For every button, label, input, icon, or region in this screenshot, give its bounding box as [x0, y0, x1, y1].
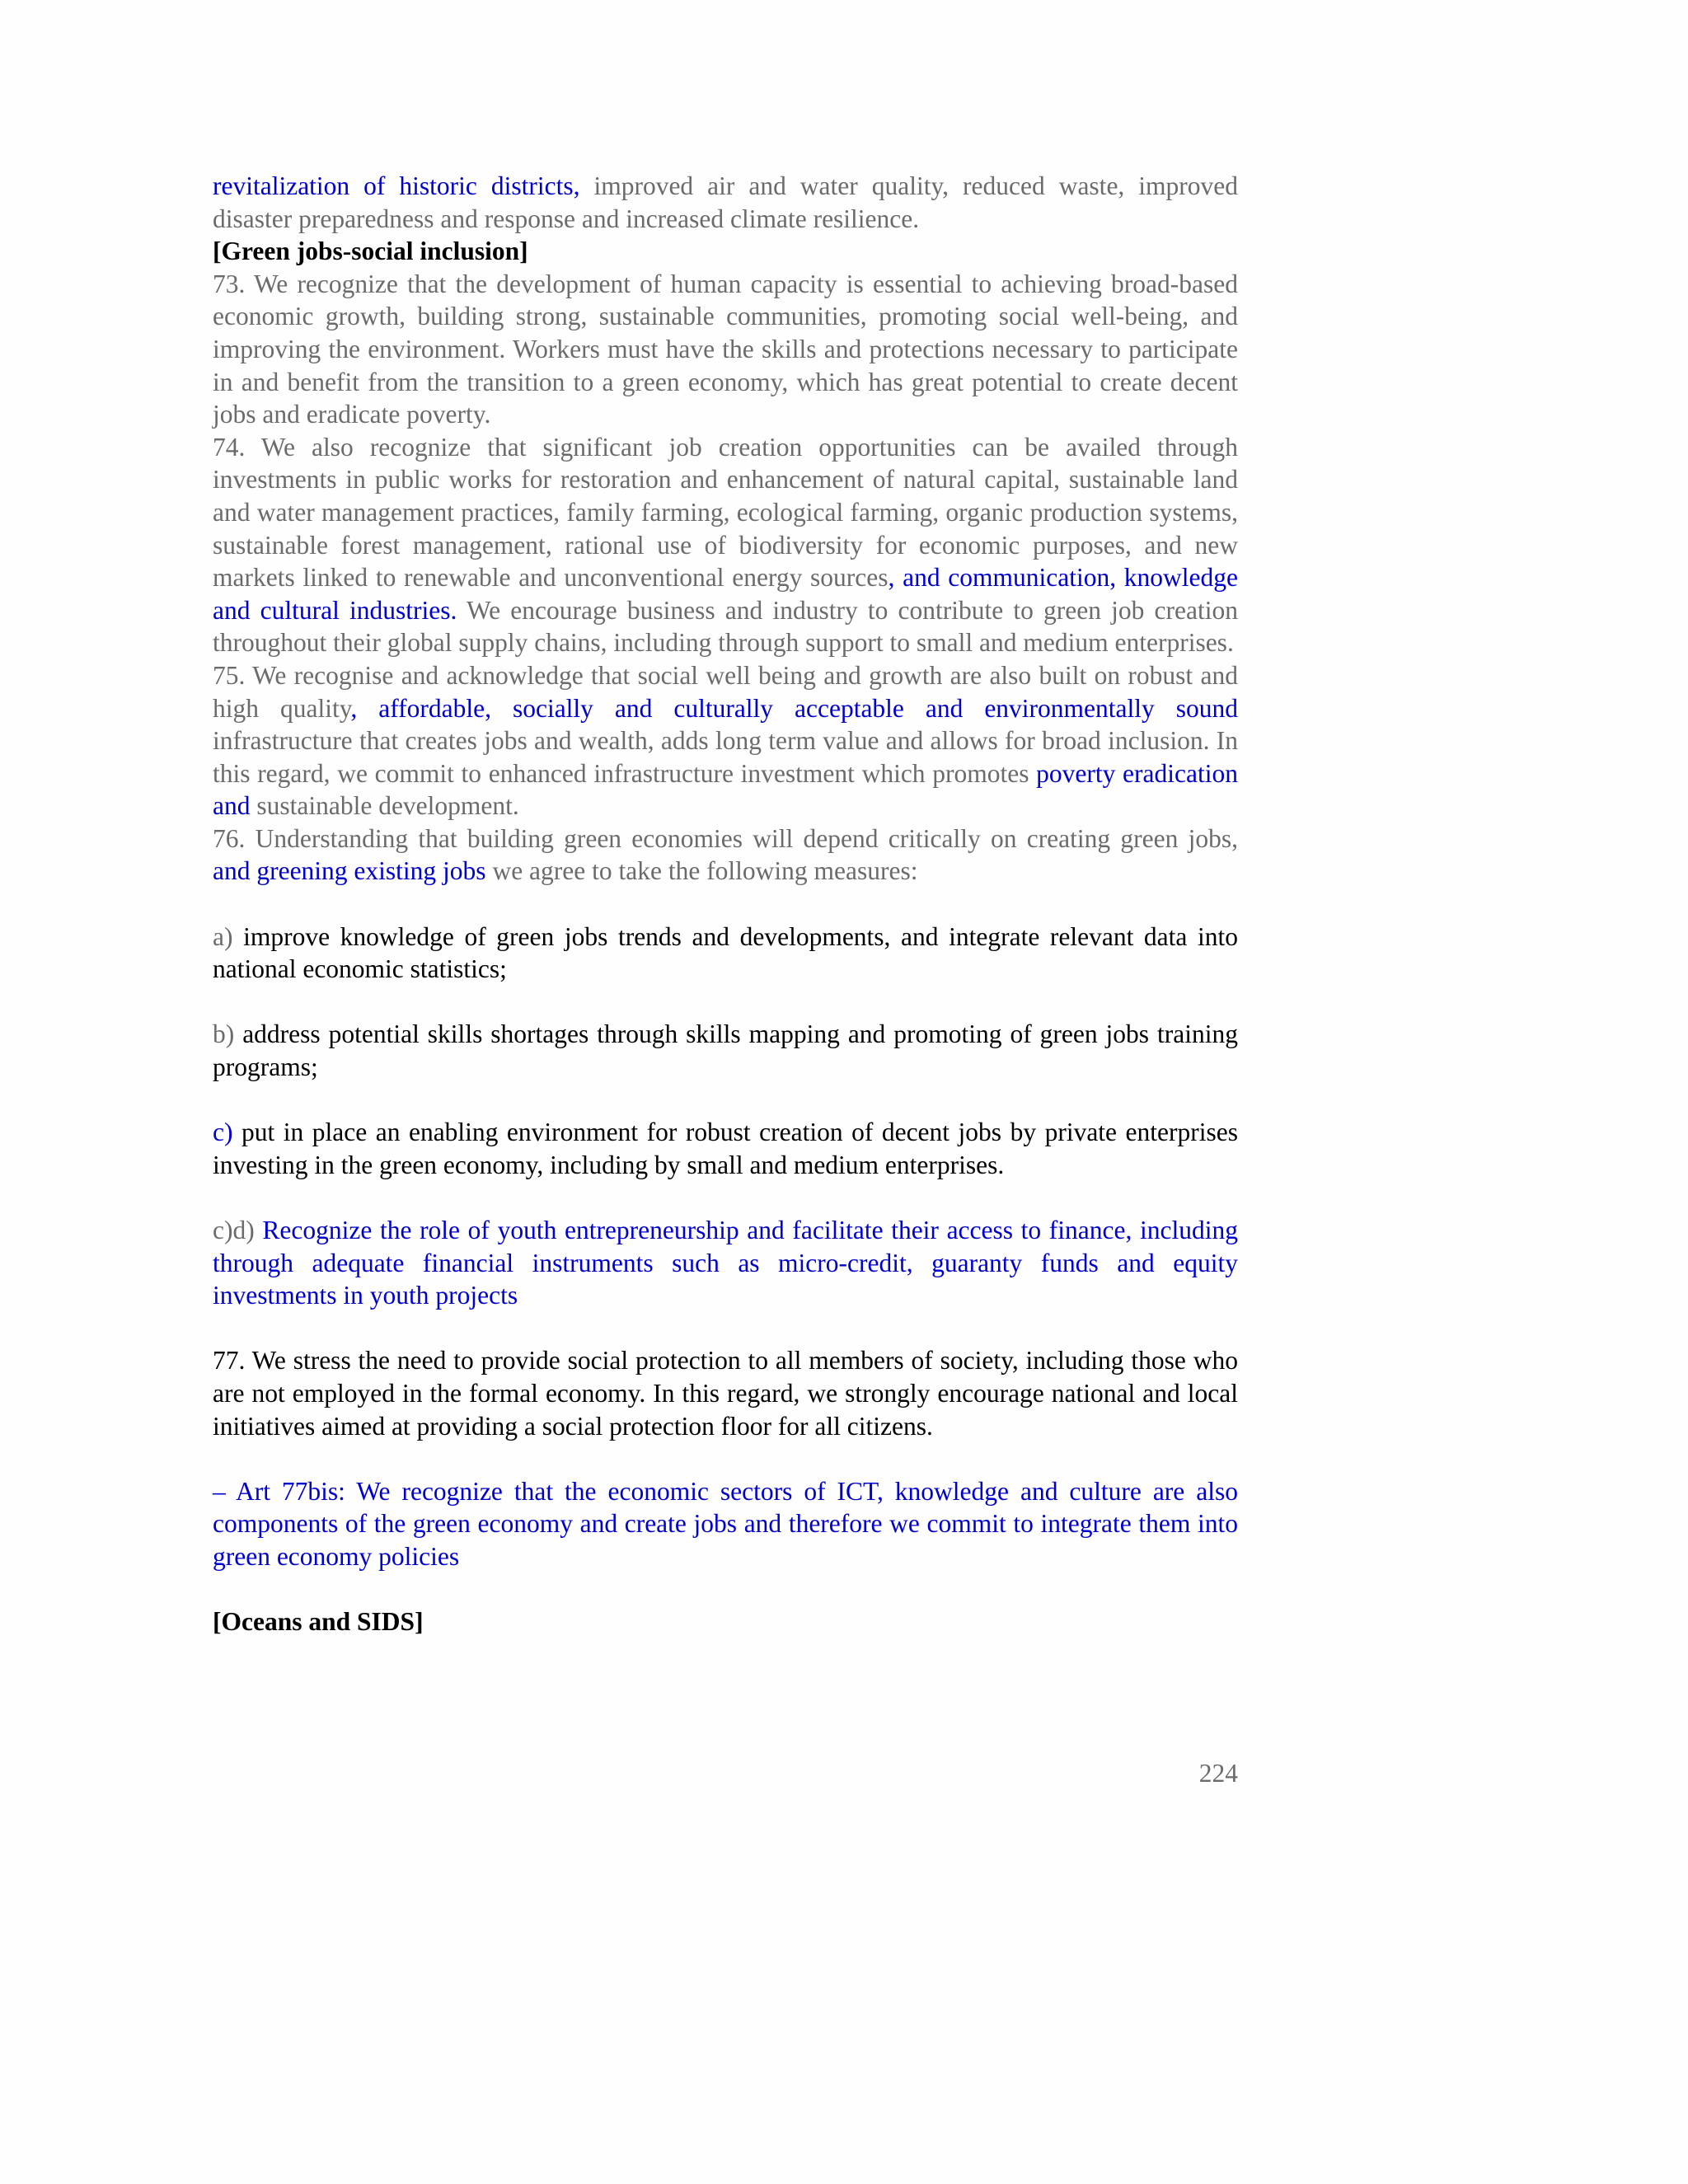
section-heading-oceans: [Oceans and SIDS] — [213, 1607, 424, 1637]
item-text: address potential skills shortages through skills mapping and promoting of green jobs training programs; — [213, 1019, 1238, 1082]
section-heading-green-jobs: [Green jobs-social inclusion] — [213, 237, 528, 266]
paragraph-text: 75. We recognise and acknowledge that social well being and growth are also built on robust and high quality — [213, 660, 1238, 723]
paragraph-74 — [213, 431, 1238, 659]
item-label: c) — [213, 1118, 233, 1147]
paragraph-77: 77. We stress the need to provide social protection to all members of society, including those who are not employed in the formal economy. In this regard, we strongly encourage national and local initiatives aimed at providing a social protection floor for all citizens. — [213, 1346, 1238, 1441]
paragraph-75 — [213, 659, 1238, 823]
paragraph-text: sustainable development. — [250, 791, 519, 821]
page-number: 224 — [1198, 1759, 1238, 1788]
page-body — [213, 170, 1238, 1638]
paragraph-76 — [213, 823, 1238, 888]
inserted-text: and greening existing jobs — [213, 856, 486, 886]
measure-item-b — [213, 1018, 1238, 1083]
item-label: b) — [213, 1019, 235, 1049]
paragraph-73: 73. We recognize that the development of human capacity is essential to achieving broad-based economic growth, building strong, sustainable communities, promoting social well-being, and improving the environment. Workers must have the skills and protections necessary to participate in and benefit from the transition to a green economy, which has great potential to create decent jobs and eradicate poverty. — [213, 269, 1238, 429]
measure-item-a — [213, 921, 1238, 986]
paragraph-text: 76. Understanding that building green economies will depend critically on creating green jobs, — [213, 823, 1238, 853]
item-label: a) — [213, 921, 233, 951]
item-text: Recognize the role of youth entrepreneurship and facilitate their access to finance, including through adequate financial instruments such as micro-credit, guaranty funds and equity investments in youth projects — [213, 1216, 1238, 1310]
article-77bis: – Art 77bis: We recognize that the economic sectors of ICT, knowledge and culture are also components of the green economy and create jobs and therefore we commit to integrate them into green economy policies — [213, 1476, 1238, 1571]
paragraph-text: infrastructure that creates jobs and wealth, adds long term value and allows for broad inclusion. In this regard, we commit to enhanced infrastructure investment which promotes — [213, 726, 1238, 788]
continuation-paragraph — [213, 170, 1238, 235]
paragraph-text: we agree to take the following measures: — [485, 856, 918, 886]
inserted-text: , and communication, knowledge and cultural industries. — [213, 563, 1238, 625]
paragraph-text: improved air and water quality, reduced waste, improved disaster preparedness and response and increased climate resilience. — [213, 171, 1238, 233]
item-text: improve knowledge of green jobs trends and developments, and integrate relevant data into national economic statistics; — [213, 921, 1238, 984]
item-text: put in place an enabling environment for robust creation of decent jobs by private enterprises investing in the green economy, including by small and medium enterprises. — [213, 1118, 1238, 1179]
measure-item-c — [213, 1116, 1238, 1181]
item-label: c)d) — [213, 1216, 255, 1244]
inserted-text: , affordable, socially and culturally acceptable and environmentally sound — [350, 693, 1238, 723]
paragraph-text: We encourage business and industry to contribute to green job creation throughout their global supply chains, including through support to small and medium enterprises. — [213, 595, 1238, 658]
paragraph-text: 74. We also recognize that significant job creation opportunities can be availed through investments in public works for restoration and enhancement of natural capital, sustainable land and water management practices, family farming, ecological farming, organic production systems, sustainable forest management, rational use of biodiversity for economic purposes, and new markets linked to renewable and unconventional energy sources — [213, 432, 1238, 593]
measure-item-d — [213, 1214, 1238, 1312]
inserted-text: revitalization of historic districts, — [213, 171, 580, 200]
inserted-text: poverty eradication and — [213, 758, 1238, 821]
